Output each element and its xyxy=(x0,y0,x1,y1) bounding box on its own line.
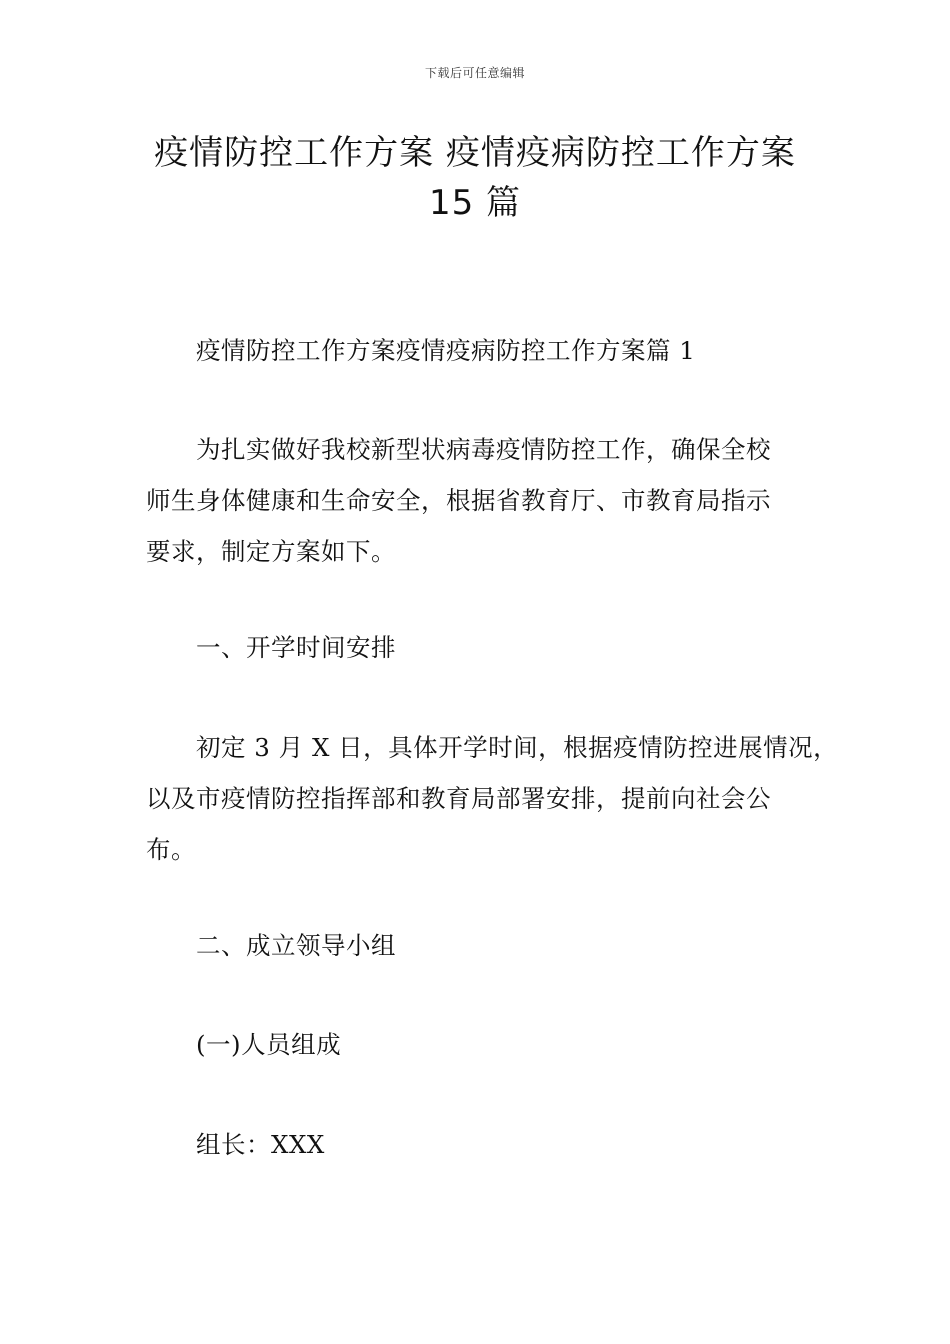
subsection-heading xyxy=(146,1019,846,1070)
leader-line xyxy=(146,1119,846,1170)
article-heading xyxy=(146,325,846,376)
intro-paragraph xyxy=(146,424,846,577)
section-heading xyxy=(146,920,846,971)
schedule-paragraph xyxy=(146,722,846,875)
schedule-line: 以及市疫情防控指挥部和教育局部署安排，提前向社会公 xyxy=(146,784,771,813)
section-heading xyxy=(146,622,846,673)
intro-line: 师生身体健康和生命安全，根据省教育厅、市教育局指示 xyxy=(146,486,771,515)
header-note: 下载后可任意编辑 xyxy=(424,66,525,80)
title-line-2: 15 篇 xyxy=(428,183,522,223)
schedule-line: 初定 3 月 X 日，具体开学时间，根据疫情防控进展情况， xyxy=(196,733,839,762)
leader-text: 组长：XXX xyxy=(196,1130,325,1159)
section-heading-text: 一、开学时间安排 xyxy=(196,633,396,662)
intro-line: 要求，制定方案如下。 xyxy=(146,537,396,566)
intro-line: 为扎实做好我校新型状病毒疫情防控工作，确保全校 xyxy=(196,435,771,464)
title-line-1: 疫情防控工作方案 疫情疫病防控工作方案 xyxy=(154,133,796,173)
subsection-heading-text: (一)人员组成 xyxy=(196,1030,342,1059)
document-title xyxy=(100,128,850,228)
article-heading-text: 疫情防控工作方案疫情疫病防控工作方案篇 1 xyxy=(196,336,696,365)
section-heading-text: 二、成立领导小组 xyxy=(196,931,396,960)
schedule-line: 布。 xyxy=(146,835,196,864)
